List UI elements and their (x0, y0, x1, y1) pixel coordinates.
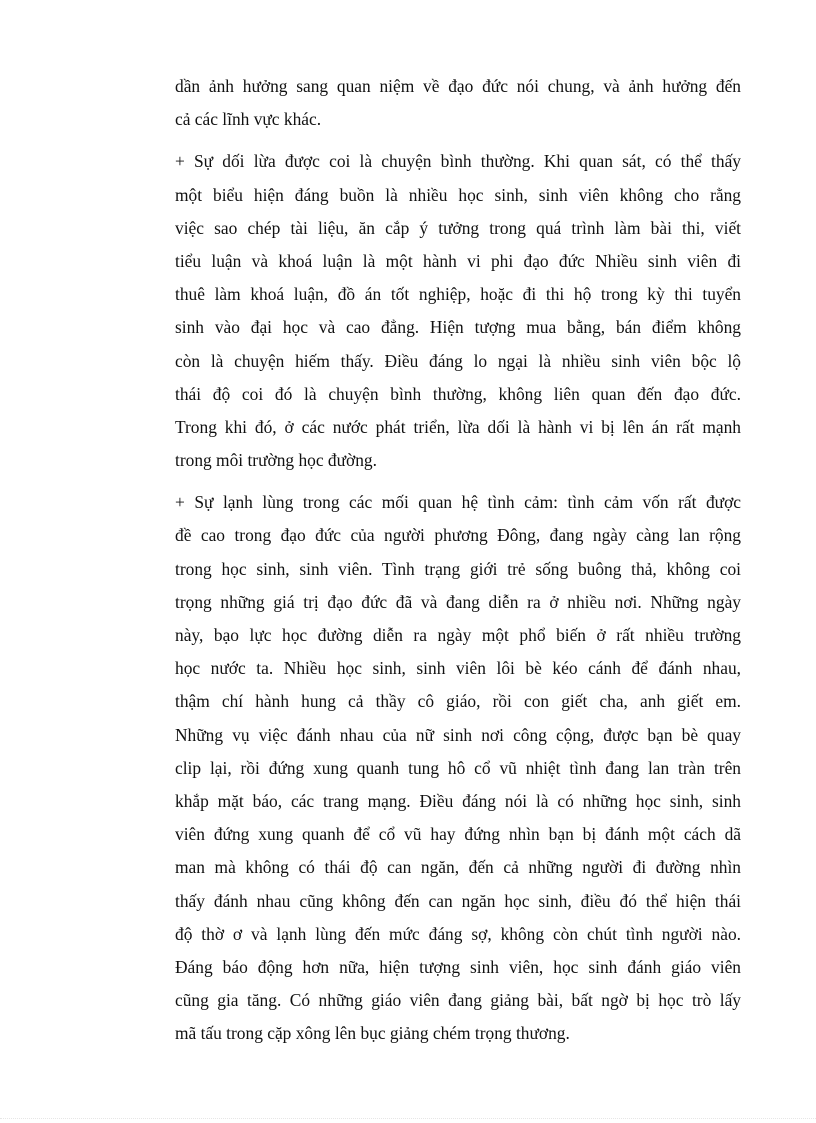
text-line: Những vụ việc đánh nhau của nữ sinh nơi công cộng, được bạn bè quay (175, 724, 741, 745)
text-line: dần ảnh hưởng sang quan niệm về đạo đức nói chung, và ảnh hưởng đến (175, 76, 741, 96)
text-line: trong học sinh, sinh viên. Tình trạng giới trẻ sống buông thả, không coi (175, 558, 741, 579)
text-line: trọng những giá trị đạo đức đã và đang diễn ra ở nhiều nơi. Những ngày (175, 591, 741, 612)
text-line: một biểu hiện đáng buồn là nhiều học sinh, sinh viên không cho rằng (175, 184, 741, 205)
text-line: viên đứng xung quanh để cổ vũ hay đứng nhìn bạn bị đánh một cách dã (175, 824, 741, 845)
text-line: man mà không có thái độ can ngăn, đến cả những người đi đường nhìn (175, 857, 741, 878)
text-line: học nước ta. Nhiều học sinh, sinh viên lôi bè kéo cánh để đánh nhau, (175, 658, 741, 679)
text-line: sinh vào đại học và cao đẳng. Hiện tượng mua bằng, bán điểm không (175, 317, 741, 338)
text-line: này, bạo lực học đường diễn ra ngày một phổ biến ở rất nhiều trường (175, 625, 741, 645)
paragraph-spacing (175, 477, 741, 486)
text-line: Trong khi đó, ở các nước phát triển, lừa dối là hành vi bị lên án rất mạnh (175, 416, 741, 437)
text-line: tiểu luận và khoá luận là một hành vi phi đạo đức Nhiều sinh viên đi (175, 250, 741, 271)
paragraph-1 (175, 70, 741, 136)
text-line: + Sự lạnh lùng trong các mối quan hệ tình cảm: tình cảm vốn rất được (175, 492, 741, 513)
text-line: thái độ coi đó là chuyện bình thường, không liên quan đến đạo đức. (175, 383, 741, 404)
text-line: Đáng báo động hơn nữa, hiện tượng sinh viên, học sinh đánh giáo viên (175, 956, 741, 977)
text-line: cả các lĩnh vực khác. (175, 109, 322, 130)
text-line: thậm chí hành hung cả thầy cô giáo, rồi con giết cha, anh giết em. (175, 691, 741, 712)
paragraph-2 (175, 145, 741, 477)
text-line: việc sao chép tài liệu, ăn cắp ý tưởng trong quá trình làm bài thi, viết (175, 217, 741, 238)
text-line: độ thờ ơ và lạnh lùng đến mức đáng sợ, không còn chút tình người nào. (175, 923, 741, 944)
text-line: còn là chuyện hiếm thấy. Điều đáng lo ngại là nhiều sinh viên bộc lộ (175, 350, 741, 371)
text-line: thấy đánh nhau cũng không đến can ngăn học sinh, điều đó thể hiện thái (175, 890, 741, 911)
text-line: trong môi trường học đường. (175, 450, 377, 471)
paragraph-spacing (175, 136, 741, 145)
text-line: thuê làm khoá luận, đồ án tốt nghiệp, hoặc đi thi hộ trong kỳ thi tuyển (175, 284, 741, 305)
paragraph-3 (175, 486, 741, 1050)
text-line: + Sự dối lừa được coi là chuyện bình thường. Khi quan sát, có thể thấy (175, 151, 741, 172)
text-line: clip lại, rồi đứng xung quanh tung hô cổ vũ nhiệt tình đang lan tràn trên (175, 757, 741, 778)
text-line: đề cao trong đạo đức của người phương Đông, đang ngày càng lan rộng (175, 525, 741, 546)
text-line: mã tấu trong cặp xông lên bục giảng chém trọng thương. (175, 1023, 570, 1044)
document-body (175, 70, 741, 1050)
text-line: khắp mặt báo, các trang mạng. Điều đáng nói là có những học sinh, sinh (175, 790, 741, 811)
page-bottom-border (0, 1118, 816, 1119)
text-line: cũng gia tăng. Có những giáo viên đang giảng bài, bất ngờ bị học trò lấy (175, 990, 741, 1011)
